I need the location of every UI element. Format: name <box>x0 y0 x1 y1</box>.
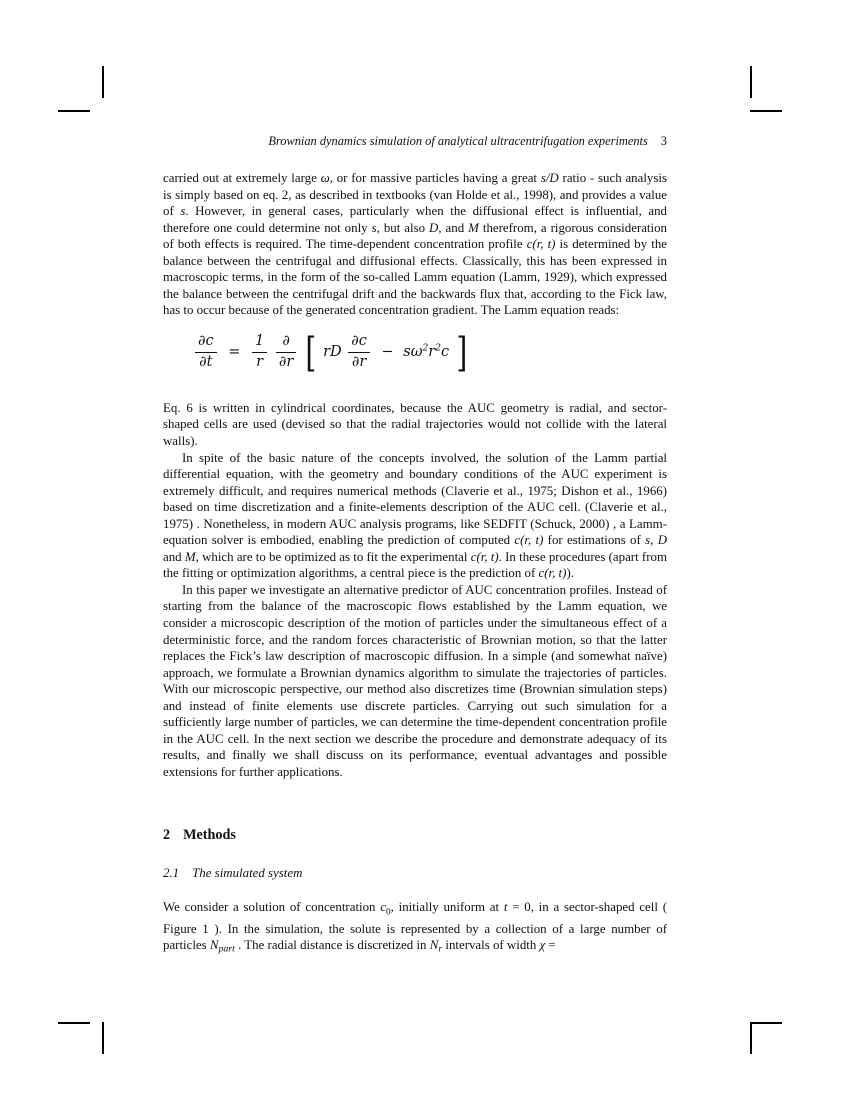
equation-f1-numerator: 1 <box>252 333 267 353</box>
equation-one-over-r <box>252 333 267 371</box>
spacer <box>163 882 667 899</box>
text-run: , initially uniform at <box>390 899 504 914</box>
spacer <box>163 844 667 864</box>
crop-mark-horizontal <box>750 1022 782 1024</box>
crop-mark-vertical <box>102 66 104 98</box>
text-run: . In these procedures (apart from the fitting or optimization algorithms, a central piece is the prediction of <box>163 549 667 581</box>
text-run: ratio - such analysis is simply based on eq. 2, as described in textbooks (van Holde et al., 1998), and provides a value of <box>163 171 667 219</box>
crop-mark-vertical <box>750 66 752 98</box>
equation-term2-c: c <box>440 344 450 361</box>
text-run: , but also <box>376 220 430 235</box>
equation-term2-omega-exponent: 2 <box>422 343 429 354</box>
text-run: is determined by the balance between the centrifugal and diffusional effects. Classically, this has been expressed in macroscopic terms, in the form of the so-called Lamm equation (Lamm, 1929), which expressed the balance between the centrifugal drift and the backwards flux that, according to the Fick law, has to occur because of the generated concentration gradient. The Lamm equation reads: <box>163 237 667 318</box>
text-run: , or for massive particles having a great <box>329 171 541 185</box>
symbol-s: s <box>645 533 651 548</box>
equation-term1-numerator: ∂c <box>348 333 370 353</box>
text-run: and <box>163 549 185 564</box>
symbol-c-r-t: c(r, t) <box>538 566 567 581</box>
symbol-m: M <box>468 220 479 235</box>
text-run: , <box>650 533 658 548</box>
text-run: = 0, in a sector-shaped cell ( Figure 1 ). In the simulation, the solute is represented by a collection of a large number of particles <box>163 899 667 953</box>
symbol-c-subscript: 0 <box>386 907 391 918</box>
symbol-n-r: N <box>429 938 439 953</box>
symbol-s-over-d: s/D <box>540 171 559 185</box>
lamm-equation <box>193 330 469 377</box>
equation-term1-prefix: rD <box>323 344 342 361</box>
equation-term2-r-exponent: 2 <box>435 343 441 354</box>
spacer <box>163 781 667 826</box>
section-heading-methods <box>163 826 667 844</box>
equation-term2-r: r <box>428 344 436 361</box>
symbol-n-part: N <box>209 938 219 953</box>
equation-lhs-denominator: ∂t <box>199 353 213 370</box>
page-number: 3 <box>660 134 667 148</box>
paragraph-simulated-system <box>163 899 667 959</box>
symbol-n-r-subscript: r <box>438 943 443 955</box>
crop-mark-horizontal <box>58 1022 90 1024</box>
text-run: We consider a solution of concentration <box>163 899 381 914</box>
text-run: intervals of width <box>442 938 540 953</box>
equation-minus-sign: − <box>381 344 394 361</box>
equation-term2-s: s <box>403 344 411 361</box>
text-run: carried out at extremely large <box>163 171 321 185</box>
running-head <box>163 133 667 149</box>
section-title: Methods <box>183 826 236 843</box>
equation-bracket-close: ] <box>456 330 467 377</box>
text-run: , which are to be optimized as to fit the experimental <box>195 549 471 564</box>
text-run: for estimations of <box>543 533 646 548</box>
symbol-d: D <box>657 533 667 548</box>
equation-equals-sign: = <box>228 344 241 361</box>
equation-term1-denominator: ∂r <box>351 353 367 370</box>
subsection-number: 2.1 <box>163 865 180 880</box>
paragraph-brownian-approach: In this paper we investigate an alternative predictor of AUC concentration profiles. Instead of starting from the balance of the macroscopic flows established by the Lamm equation, we consider a microscopic description of the motion of particles under the simultaneous effect of a deterministic force, and the random forces characteristic of Brownian motion, so that the latter replaces the Fick’s law description of macroscopic diffusion. In a simple (and somewhat naïve) approach, we formulate a Brownian dynamics algorithm to simulate the trajectories of particles. With our microscopic perspective, our method also discretizes time (Brownian simulation steps) and instead of finite elements use discrete particles. Carrying out such simulation for a sufficiently large number of particles, we can determine the time-dependent concentration profile in the AUC cell. In the next section we describe the procedure and demonstrate adequacy of its results, and finally we shall discuss on its performance, eventual advantages and possible extensions for further applications. <box>163 582 667 779</box>
symbol-c: c <box>380 899 386 914</box>
equation-f2-denominator: ∂r <box>278 353 294 370</box>
crop-mark-vertical <box>750 1022 752 1054</box>
text-run: = <box>545 938 556 953</box>
symbol-m: M <box>184 549 196 564</box>
equation-lhs-numerator: ∂c <box>195 333 217 353</box>
equation-lhs-fraction <box>195 333 217 371</box>
subsection-heading-simulated-system <box>163 864 667 882</box>
paragraph-cylindrical-coordinates: Eq. 6 is written in cylindrical coordinates, because the AUC geometry is radial, and sector-shaped cells are used (devised so that the radial trajectories would not collide with the lateral walls). <box>163 400 667 449</box>
crop-mark-vertical <box>102 1022 104 1054</box>
equation-partial-over-partial-r <box>276 333 296 371</box>
equation-block <box>163 330 667 385</box>
crop-mark-horizontal <box>58 110 90 112</box>
crop-mark-horizontal <box>750 110 782 112</box>
symbol-c-r-t: c(r, t) <box>514 533 544 548</box>
symbol-omega: ω <box>320 171 330 185</box>
symbol-s: s <box>371 220 377 235</box>
paragraph-lamm-intro <box>163 170 667 319</box>
symbol-chi: χ <box>539 938 546 953</box>
text-run: therefrom, a rigorous consideration of both effects is required. The time-dependent concentration profile <box>163 220 667 252</box>
subsection-title: The simulated system <box>192 865 303 880</box>
symbol-s: s <box>180 204 186 219</box>
symbol-n-part-subscript: part <box>218 943 235 955</box>
text-run: . However, in general cases, particularly when the diffusional effect is influential, and therefore one could determine not only <box>163 204 667 235</box>
symbol-c-r-t: c(r, t) <box>526 237 556 252</box>
symbol-d: D <box>429 220 439 235</box>
equation-bracket-open: [ <box>305 330 317 377</box>
running-head-title: Brownian dynamics simulation of analytical ultracentrifugation experiments <box>268 134 648 148</box>
symbol-t: t <box>503 899 508 914</box>
page-content <box>163 133 667 958</box>
paragraph-numerical-methods <box>163 450 667 582</box>
text-run: . The radial distance is discretized in <box>234 938 430 953</box>
text-run: , and <box>438 220 469 235</box>
equation-f2-numerator: ∂ <box>276 333 296 353</box>
text-run: In spite of the basic nature of the concepts involved, the solution of the Lamm partial differential equation, with the geometry and boundary conditions of the AUC experiment is extremely difficult, and requires numerical methods (Claverie et al., 1975; Dishon et al., 1966) based on time discretization and a finite-elements description of the AUC cell. (Claverie et al., 1975) . Nonetheless, in modern AUC analysis programs, like SEDFIT (Schuck, 2000) , a Lamm-equation solver is embodied, enabling the prediction of computed <box>163 450 667 548</box>
symbol-c-r-t: c(r, t) <box>470 549 499 564</box>
section-number: 2 <box>163 826 171 843</box>
equation-term1-fraction <box>348 333 370 371</box>
equation-f1-denominator: r <box>256 353 264 370</box>
text-run: ). <box>566 566 574 581</box>
equation-term2-omega: ω <box>410 344 423 361</box>
